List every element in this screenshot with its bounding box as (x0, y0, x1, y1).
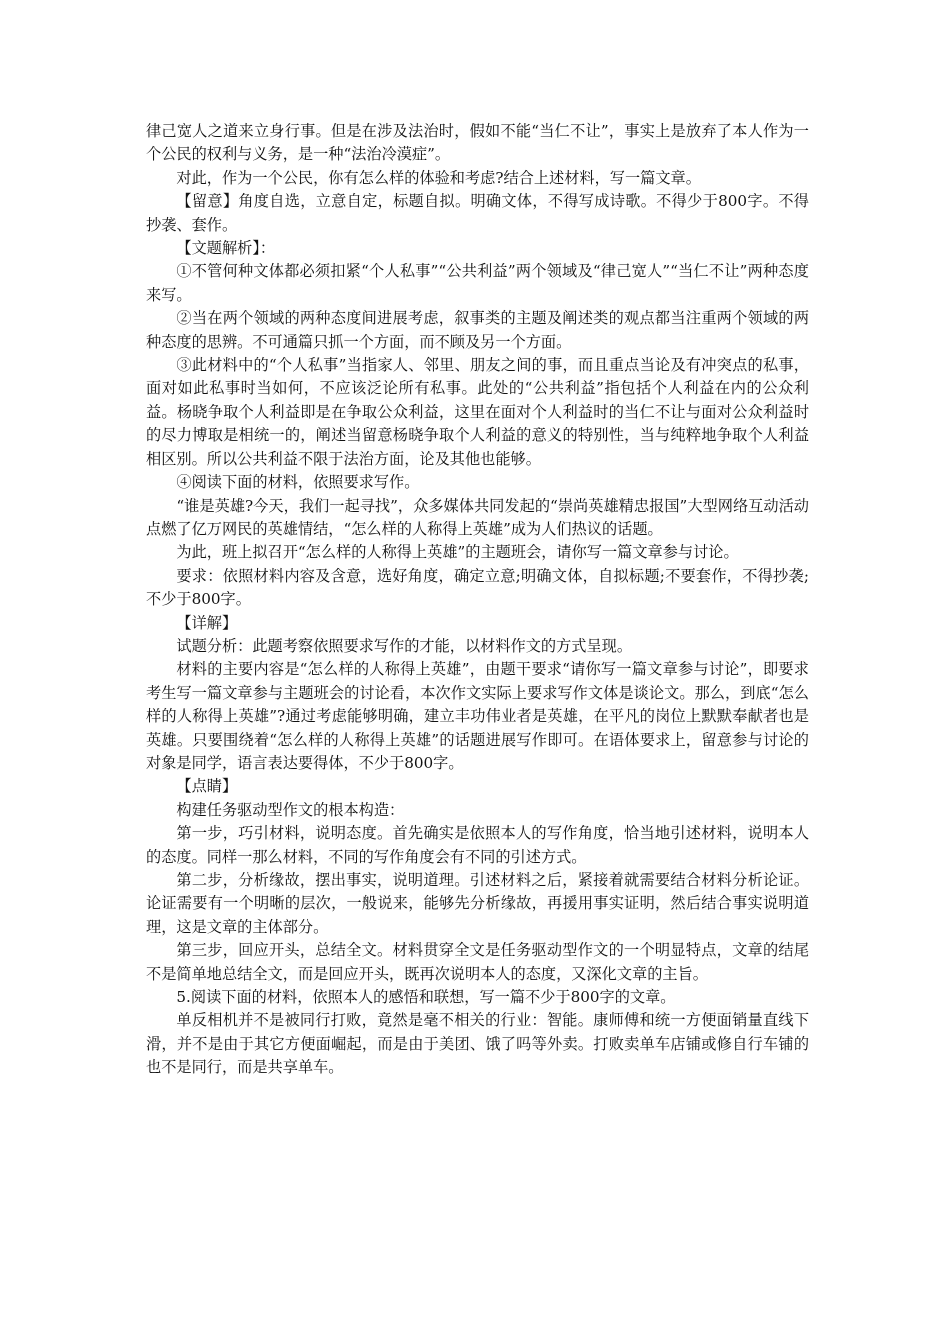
paragraph-prompt: 对此，作为一个公民，你有怎么样的体验和考虑?结合上述材料，写一篇文章。 (176, 168, 701, 187)
paragraph-material-5: 单反相机并不是被同行打败，竟然是毫不相关的行业：智能。康师傅和统一方便面销量直线下滑，并不是由于其它方便面崛起，而是由于美团、饿了吗等外卖。打败卖单车店铺或修自行车铺的也不是同行，而是共享单车。 (146, 1011, 809, 1077)
paragraph-requirements: 要求：依照材料内容及含意，选好角度，确定立意;明确文体，自拟标题;不要套作，不得抄袭;不少于800字。 (146, 566, 809, 609)
paragraph-class-meeting: 为此，班上拟召开“怎么样的人称得上英雄”的主题班会，请你写一篇文章参与讨论。 (176, 543, 739, 562)
paragraph-analysis-1: ①不管何种文体都必须扣紧“个人私事”“公共利益”两个领域及“律己宽人”“当仁不让”两种态度来写。 (146, 262, 809, 304)
paragraph-task-4: ④阅读下面的材料，依照要求写作。 (176, 473, 420, 492)
paragraph-material-content: 材料的主要内容是“怎么样的人称得上英雄”，由题干要求“请你写一篇文章参与讨论”，即要求考生写一篇文章参与主题班会的讨论看，本次作文实际上要求写作文体是谈论文。那么，到底“怎么样的人称得上英雄”?通过考虑能够明确，建立丰功伟业者是英雄，在平凡的岗位上默默奉献者也是英雄。只要围绕着“怎么样的人称得上英雄”的话题进展写作即可。在语体要求上，留意参与讨论的对象是同学，语言表达要得体，不少于800字。 (146, 660, 809, 772)
paragraph-step-3: 第三步，回应开头，总结全文。材料贯穿全文是任务驱动型作文的一个明显特点，文章的结尾不是简单地总结全文，而是回应开头，既再次说明本人的态度，又深化文章的主旨。 (146, 941, 809, 983)
paragraph-step-2: 第二步，分析缘故，摆出事实，说明道理。引述材料之后，紧接着就需要结合材料分析论证。论证需要有一个明晰的层次，一般说来，能够先分析缘故，再援用事实证明，然后结合事实说明道理，这是文章的主体部分。 (146, 871, 809, 936)
paragraph-material: “谁是英雄?今天，我们一起寻找”，众多媒体共同发起的“崇尚英雄精忠报国”大型网络互动活动点燃了亿万网民的英雄情结，“怎么样的人称得上英雄”成为人们热议的话题。 (146, 496, 809, 538)
document-body (146, 120, 809, 1080)
paragraph-question-analysis: 试题分析：此题考察依照要求写作的才能，以材料作文的方式呈现。 (176, 636, 633, 655)
paragraph-analysis-3: ③此材料中的“个人私事”当指家人、邻里、朋友之间的事，而且重点当论及有冲突点的私事，面对如此私事时当如何，不应该泛论所有私事。此处的“公共利益”指包括个人利益在内的公众利益。杨晓争取个人利益即是在争取公众利益，这里在面对个人利益时的当仁不让与面对公众利益时的尽力博取是相统一的，阐述当留意杨晓争取个人利益的意义的特别性，当与纯粹地争取个人利益相区别。所以公共利益不限于法治方面，论及其他也能够。 (146, 356, 809, 468)
paragraph-continuation: 律己宽人之道来立身行事。但是在涉及法治时，假如不能“当仁不让”，事实上是放弃了本人作为一个公民的权利与义务，是一种“法治冷漠症”。 (146, 122, 809, 164)
paragraph-structure: 构建任务驱动型作文的根本构造： (176, 800, 405, 819)
paragraph-step-1: 第一步，巧引材料，说明态度。首先确实是依照本人的写作角度，恰当地引述材料，说明本人的态度。同样一那么材料，不同的写作角度会有不同的引述方式。 (146, 824, 809, 866)
paragraph-analysis-2: ②当在两个领域的两种态度间进展考虑，叙事类的主题及阐述类的观点都当注重两个领域的两种态度的思辨。不可通篇只抓一个方面，而不顾及另一个方面。 (146, 309, 809, 351)
paragraph-task-5: 5.阅读下面的材料，依照本人的感悟和联想，写一篇不少于800字的文章。 (176, 988, 676, 1007)
heading-analysis: 【文题解析】： (176, 239, 276, 258)
paragraph-notice: 【留意】角度自选，立意自定，标题自拟。明确文体，不得写成诗歌。不得少于800字。不得抄袭、套作。 (146, 192, 809, 234)
heading-detail: 【详解】 (176, 613, 238, 632)
heading-key-points: 【点睛】 (176, 777, 238, 796)
